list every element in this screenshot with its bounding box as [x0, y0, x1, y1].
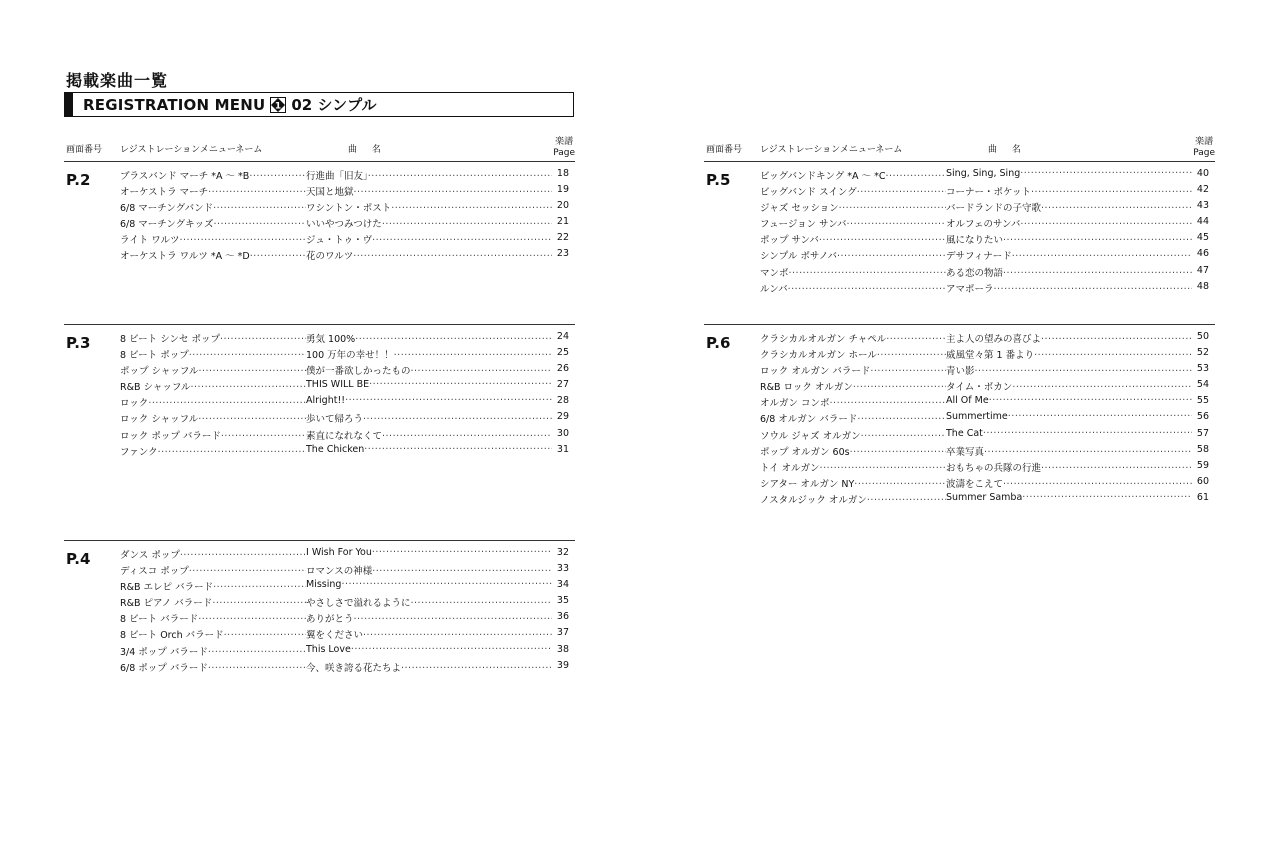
header-song: 曲 名 [348, 145, 387, 155]
song-row [64, 214, 575, 230]
screen-number: P.2 [66, 171, 91, 189]
banner-bar [65, 93, 73, 116]
page-number: 22 [556, 232, 569, 244]
song-row [704, 345, 1215, 361]
song-row [64, 198, 575, 214]
song-title: タイム・ボカン ····· [946, 379, 1192, 393]
registration-name: ファンク ····· [120, 444, 306, 458]
song-row [704, 377, 1215, 393]
registration-name: 6/8 マーチングキッズ ····· [120, 216, 306, 230]
page-number: 31 [556, 443, 569, 455]
registration-name: ビッグバンドキング *A ～ *C ····· [760, 168, 946, 182]
song-title: バードランドの子守歌 ····· [946, 200, 1192, 214]
registration-name: オーケストラ マーチ ····· [120, 184, 306, 198]
song-row [64, 393, 575, 409]
song-row [704, 166, 1215, 182]
page-number: 25 [556, 347, 569, 359]
page-number: 28 [556, 395, 569, 407]
page-number: 29 [556, 411, 569, 423]
song-row [704, 230, 1215, 246]
registration-name: トイ オルガン ····· [760, 460, 946, 474]
song-row [64, 625, 575, 641]
song-title: ジュ・トゥ・ヴ ····· [306, 232, 552, 246]
registration-name: ポップ サンバ ····· [760, 232, 946, 246]
song-row [64, 577, 575, 593]
song-row [704, 198, 1215, 214]
screen-number: P.4 [66, 550, 91, 568]
registration-name: クラシカルオルガン ホール ····· [760, 347, 946, 361]
song-row [704, 409, 1215, 425]
song-title: THIS WILL BE ····· [306, 379, 552, 390]
song-row [64, 377, 575, 393]
song-title: Alright!! ····· [306, 395, 552, 406]
song-title: 波濤をこえて ····· [946, 476, 1192, 490]
registration-name: ダンス ポップ ····· [120, 547, 306, 561]
song-row [64, 182, 575, 198]
page-number: 42 [1196, 184, 1209, 196]
song-row [64, 442, 575, 458]
registration-name: ロック オルガン バラード ····· [760, 363, 946, 377]
song-row [704, 279, 1215, 295]
menu-index-icon [270, 97, 286, 113]
song-row [704, 263, 1215, 279]
screen-section [64, 541, 575, 691]
header-registration: レジストレーションメニューネーム [760, 145, 903, 155]
song-row [64, 658, 575, 674]
song-row [704, 246, 1215, 262]
song-row [64, 345, 575, 361]
registration-name: 6/8 オルガン バラード ····· [760, 411, 946, 425]
page-number: 54 [1196, 379, 1209, 391]
left-sections [64, 162, 575, 691]
song-title: 行進曲「旧友」 ····· [306, 168, 552, 182]
song-title: やさしさで溢れるように ····· [306, 595, 552, 609]
page-number: 18 [556, 168, 569, 179]
registration-name: 8 ビート Orch バラード ····· [120, 627, 306, 641]
song-title: ある恋の物語 ····· [946, 265, 1192, 279]
registration-name: 6/8 ポップ バラード ····· [120, 660, 306, 674]
song-row [64, 246, 575, 262]
song-title: 翼をください ····· [306, 627, 552, 641]
page-number: 19 [556, 184, 569, 196]
song-title: The Cat ····· [946, 428, 1192, 439]
song-title: ワシントン・ポスト ····· [306, 200, 552, 214]
song-title: 青い影 ····· [946, 363, 1192, 377]
page-number: 58 [1196, 443, 1209, 455]
song-title: オルフェのサンバ ····· [946, 216, 1192, 230]
page-number: 60 [1196, 475, 1209, 487]
registration-name: ポップ オルガン 60s ····· [760, 444, 946, 458]
page-number: 32 [556, 547, 569, 558]
song-row [64, 166, 575, 182]
page-number: 50 [1196, 331, 1209, 342]
registration-name: R&B ロック オルガン ····· [760, 379, 946, 393]
song-title: I Wish For You ····· [306, 547, 552, 558]
song-row [704, 458, 1215, 474]
registration-name: 8 ビート ポップ ····· [120, 347, 306, 361]
menu-label: REGISTRATION MENU [83, 95, 266, 114]
song-row [704, 182, 1215, 198]
song-title: All Of Me ····· [946, 395, 1192, 406]
header-screen: 画面番号 [706, 145, 743, 155]
song-title: Missing ····· [306, 579, 552, 590]
song-title: 僕が一番欲しかったもの ····· [306, 363, 552, 377]
song-title: 素直になれなくて ····· [306, 428, 552, 442]
registration-name: オルガン コンボ ····· [760, 395, 946, 409]
song-title: デサフィナード ····· [946, 248, 1192, 262]
page-number: 36 [556, 611, 569, 623]
song-row [64, 329, 575, 345]
right-sections [704, 162, 1215, 540]
registration-name: ロック ポップ バラード ····· [120, 428, 306, 442]
page-number: 55 [1196, 395, 1209, 407]
song-title: 風になりたい ····· [946, 232, 1192, 246]
page-number: 48 [1196, 280, 1209, 292]
page-number: 57 [1196, 427, 1209, 439]
page-number: 40 [1196, 168, 1209, 179]
registration-name: ロック ····· [120, 395, 306, 409]
registration-name: ブラスバンド マーチ *A ～ *B ····· [120, 168, 306, 182]
song-title: ロマンスの神様 ····· [306, 563, 552, 577]
registration-name: ロック シャッフル ····· [120, 411, 306, 425]
song-title: This Love ····· [306, 644, 552, 655]
song-title: Summertime ····· [946, 411, 1192, 422]
page-number: 21 [556, 216, 569, 228]
song-title: The Chicken ····· [306, 444, 552, 455]
page-number: 24 [556, 331, 569, 342]
registration-menu-banner [64, 92, 574, 117]
registration-name: ルンバ ····· [760, 281, 946, 295]
page-number: 52 [1196, 347, 1209, 359]
song-title: 威風堂々第 1 番より ····· [946, 347, 1192, 361]
right-column [704, 136, 1215, 540]
screen-section [64, 325, 575, 540]
registration-name: R&B エレピ バラード ····· [120, 579, 306, 593]
song-row [704, 426, 1215, 442]
registration-name: 3/4 ポップ バラード ····· [120, 644, 306, 658]
song-row [704, 490, 1215, 506]
song-row [64, 409, 575, 425]
registration-name: ジャズ セッション ····· [760, 200, 946, 214]
song-title: コーナー・ポケット ····· [946, 184, 1192, 198]
registration-name: ディスコ ポップ ····· [120, 563, 306, 577]
screen-number: P.3 [66, 334, 91, 352]
registration-name: オーケストラ ワルツ *A ～ *D ····· [120, 248, 306, 262]
song-title: Sing, Sing, Sing ····· [946, 168, 1192, 179]
page-number: 33 [556, 563, 569, 575]
screen-section [64, 162, 575, 324]
page-number: 38 [556, 643, 569, 655]
registration-name: ライト ワルツ ····· [120, 232, 306, 246]
song-title: アマポーラ ····· [946, 281, 1192, 295]
column-header [64, 136, 575, 162]
song-title: 今、咲き誇る花たちよ ····· [306, 660, 552, 674]
song-row [704, 329, 1215, 345]
page-number: 56 [1196, 411, 1209, 423]
registration-name: 8 ビート バラード ····· [120, 611, 306, 625]
screen-number: P.6 [706, 334, 731, 352]
song-title: おもちゃの兵隊の行進 ····· [946, 460, 1192, 474]
menu-sub-label: 02 シンプル [291, 96, 377, 114]
page-number: 30 [556, 427, 569, 439]
registration-name: クラシカルオルガン チャペル ····· [760, 331, 946, 345]
page-number: 26 [556, 363, 569, 375]
registration-name: R&B ピアノ バラード ····· [120, 595, 306, 609]
screen-section [704, 162, 1215, 324]
song-title: Summer Samba ····· [946, 492, 1192, 503]
song-row [704, 442, 1215, 458]
page-number: 59 [1196, 459, 1209, 471]
column-header [704, 136, 1215, 162]
song-row [704, 393, 1215, 409]
page-number: 61 [1196, 491, 1209, 503]
page-number: 39 [556, 659, 569, 671]
song-title: ありがとう ····· [306, 611, 552, 625]
song-row [64, 561, 575, 577]
song-row [64, 593, 575, 609]
header-registration: レジストレーションメニューネーム [120, 145, 263, 155]
registration-name: ポップ シャッフル ····· [120, 363, 306, 377]
song-row [704, 361, 1215, 377]
page-number: 45 [1196, 232, 1209, 244]
song-row [64, 642, 575, 658]
page-number: 46 [1196, 248, 1209, 260]
song-title: 卒業写真 ····· [946, 444, 1192, 458]
song-title: 歩いて帰ろう ····· [306, 411, 552, 425]
registration-name: マンボ ····· [760, 265, 946, 279]
page-number: 43 [1196, 200, 1209, 212]
song-row [704, 214, 1215, 230]
song-title: 花のワルツ ····· [306, 248, 552, 262]
page-number: 34 [556, 579, 569, 591]
song-row [64, 545, 575, 561]
header-song: 曲 名 [988, 145, 1027, 155]
registration-name: R&B シャッフル ····· [120, 379, 306, 393]
screen-number: P.5 [706, 171, 731, 189]
page-number: 20 [556, 200, 569, 212]
registration-name: ソウル ジャズ オルガン ····· [760, 428, 946, 442]
registration-name: ノスタルジック オルガン ····· [760, 492, 946, 506]
song-title: 勇気 100% ····· [306, 331, 552, 345]
registration-name: 6/8 マーチングバンド ····· [120, 200, 306, 214]
song-title: 天国と地獄 ····· [306, 184, 552, 198]
screen-section [704, 325, 1215, 540]
song-row [64, 426, 575, 442]
registration-name: ビッグバンド スイング ····· [760, 184, 946, 198]
page-number: 27 [556, 379, 569, 391]
registration-name: シアター オルガン NY ····· [760, 476, 946, 490]
registration-name: 8 ビート シンセ ポップ ····· [120, 331, 306, 345]
page-title: 掲載楽曲一覧 [66, 71, 169, 90]
page-number: 35 [556, 595, 569, 607]
registration-name: シンプル ボサノバ ····· [760, 248, 946, 262]
svg-text:1: 1 [275, 101, 282, 111]
header-page: 楽譜 Page [553, 137, 575, 158]
page-number: 23 [556, 248, 569, 260]
song-title: 100 万年の幸せ！！ ····· [306, 347, 552, 361]
page-number: 53 [1196, 363, 1209, 375]
header-page: 楽譜 Page [1193, 137, 1215, 158]
page-number: 44 [1196, 216, 1209, 228]
song-row [704, 474, 1215, 490]
song-row [64, 361, 575, 377]
header-screen: 画面番号 [66, 145, 103, 155]
song-row [64, 230, 575, 246]
page-number: 47 [1196, 264, 1209, 276]
registration-name: フュージョン サンバ ····· [760, 216, 946, 230]
song-title: 主よ人の望みの喜びよ ····· [946, 331, 1192, 345]
left-column [64, 136, 575, 691]
page-number: 37 [556, 627, 569, 639]
song-title: いいやつみつけた ····· [306, 216, 552, 230]
song-row [64, 609, 575, 625]
